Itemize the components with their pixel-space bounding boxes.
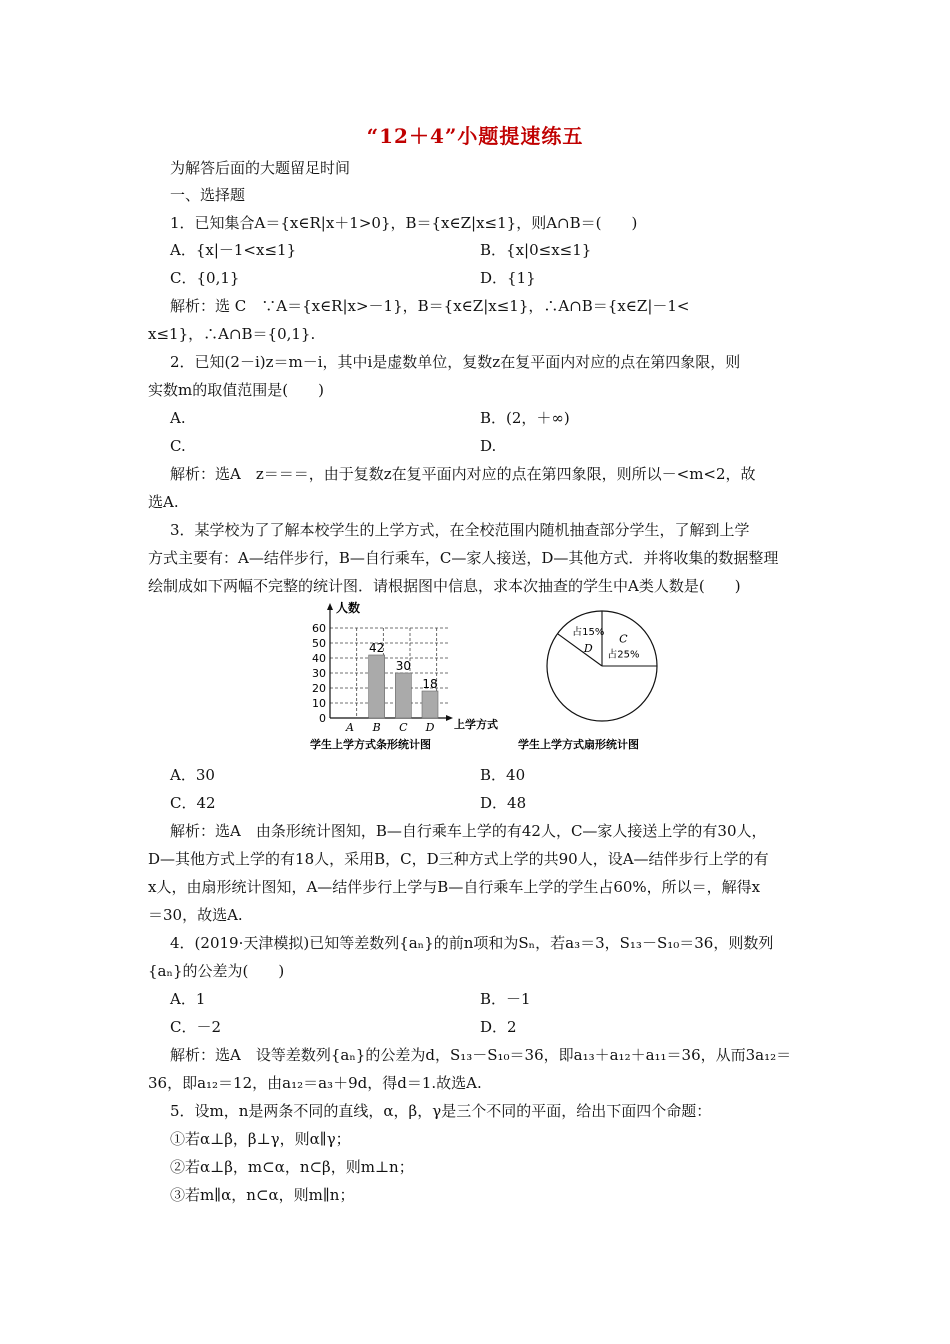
- q4-solution-line1: 解析：选A 设等差数列{aₙ}的公差为d，S₁₃－S₁₀＝36，即a₁₃＋a₁₂＋a₁₁＝36，从而3a₁₂＝: [170, 1046, 792, 1064]
- q4-stem-line1: 4．(2019·天津模拟)已知等差数列{aₙ}的前n项和为Sₙ，若a₃＝3，S₁₃－S₁₀＝36，则数列: [170, 934, 774, 952]
- q3-solution-line1: 解析：选A 由条形统计图知，B—自行乘车上学的有42人，C—家人接送上学的有30人，: [170, 822, 767, 840]
- bar-data-label: 30: [395, 659, 411, 673]
- bar-data-label: 42: [369, 641, 385, 655]
- category-label: A: [346, 721, 354, 734]
- pie-chart: [518, 611, 657, 751]
- y-tick-label: 60: [312, 622, 326, 635]
- q3-stem-line3: 绘制成如下两幅不完整的统计图．请根据图中信息，求本次抽查的学生中A类人数是( ): [148, 577, 741, 595]
- q2-solution-line2: 选A.: [148, 493, 179, 511]
- q1-option-c: C．{0,1}: [170, 269, 240, 287]
- category-label: D: [425, 721, 435, 734]
- page-title: “12＋4”小题提速练五: [366, 124, 584, 148]
- slice-d-label: D: [583, 642, 593, 656]
- pie-chart-title: 学生上学方式扇形统计图: [518, 738, 639, 751]
- q3-figure: [310, 600, 690, 755]
- q2-stem-line1: 2．已知(2－i)z＝m－i，其中i是虚数单位，复数z在复平面内对应的点在第四象限，则: [170, 353, 741, 371]
- q2-solution-line1: 解析：选A z＝＝＝，由于复数z在复平面内对应的点在第四象限，则所以－<m<2，故: [170, 465, 756, 483]
- q3-option-d: D．48: [480, 794, 527, 812]
- section-heading: 一、选择题: [170, 186, 246, 204]
- category-label: B: [372, 721, 381, 734]
- q1-option-b: B．{x|0≤x≤1}: [480, 241, 592, 259]
- y-tick-labels: [312, 622, 326, 725]
- y-axis-arrow: [327, 603, 333, 610]
- q5-proposition-3: ③若m∥α，n⊂α，则m∥n；: [170, 1186, 355, 1204]
- y-tick-label: 20: [312, 682, 326, 695]
- slice-c-label: C: [619, 632, 628, 646]
- q3-solution-line2: D—其他方式上学的有18人，采用B，C，D三种方式上学的共90人，设A—结伴步行上学的有: [148, 850, 769, 868]
- bar-D: [422, 691, 438, 718]
- y-tick-label: 30: [312, 667, 326, 680]
- q3-solution-line4: ＝30，故选A.: [148, 906, 243, 924]
- q5-stem: 5．设m，n是两条不同的直线，α，β，γ是三个不同的平面，给出下面四个命题：: [170, 1102, 712, 1120]
- q1-option-a: A．{x|－1<x≤1}: [170, 241, 297, 259]
- bar-chart-title: 学生上学方式条形统计图: [310, 738, 431, 751]
- q1-solution-line1: 解析：选 C ∵A＝{x∈R|x>－1}，B＝{x∈Z|x≤1}，∴A∩B＝{x∈Z|－1<: [170, 297, 690, 315]
- bar-chart: [310, 600, 498, 751]
- y-tick-label: 10: [312, 697, 326, 710]
- q1-stem: 1．已知集合A＝{x∈R|x＋1>0}，B＝{x∈Z|x≤1}，则A∩B＝( ): [170, 214, 638, 232]
- subtitle: 为解答后面的大题留足时间: [170, 159, 351, 177]
- q3-option-b: B．40: [480, 766, 526, 784]
- slice-c-percent: 占25%: [607, 649, 640, 661]
- q4-option-a: A．1: [170, 990, 206, 1008]
- q2-option-a: A.: [170, 409, 186, 427]
- q4-stem-line2: {aₙ}的公差为( ): [148, 962, 285, 980]
- y-tick-label: 40: [312, 652, 326, 665]
- q3-solution-line3: x人，由扇形统计图知，A—结伴步行上学与B—自行乘车上学的学生占60%，所以＝，解得x: [148, 878, 761, 896]
- statistics-charts: [310, 600, 690, 755]
- q2-option-d: D.: [480, 437, 497, 455]
- q5-proposition-1: ①若α⊥β，β⊥γ，则α∥γ；: [170, 1130, 351, 1148]
- y-tick-label: 50: [312, 637, 326, 650]
- bar-C: [395, 673, 411, 718]
- category-label: C: [399, 721, 408, 734]
- category-labels: [345, 721, 435, 734]
- x-axis-arrow: [446, 715, 453, 721]
- y-tick-label: 0: [319, 712, 326, 725]
- q4-option-c: C．－2: [170, 1018, 222, 1036]
- q3-option-c: C．42: [170, 794, 216, 812]
- bar-B: [369, 655, 385, 718]
- q2-option-c: C.: [170, 437, 186, 455]
- y-axis-label: 人数: [336, 601, 361, 615]
- x-axis-label: 上学方式: [454, 718, 498, 731]
- q1-option-d: D．{1}: [480, 269, 536, 287]
- q4-option-b: B．－1: [480, 990, 531, 1008]
- q1-solution-line2: x≤1}，∴A∩B＝{0,1}.: [148, 325, 316, 343]
- pie-divider: [558, 634, 602, 666]
- q3-option-a: A．30: [170, 766, 215, 784]
- slice-d-percent: 占15%: [572, 627, 605, 639]
- q4-option-d: D．2: [480, 1018, 517, 1036]
- bars: [369, 641, 438, 718]
- q3-stem-line2: 方式主要有：A—结伴步行，B—自行乘车，C—家人接送，D—其他方式．并将收集的数据整理: [148, 549, 779, 567]
- q3-stem-line1: 3．某学校为了了解本校学生的上学方式，在全校范围内随机抽查部分学生，了解到上学: [170, 521, 750, 539]
- q5-proposition-2: ②若α⊥β，m⊂α，n⊂β，则m⊥n；: [170, 1158, 414, 1176]
- q2-option-b: B．(2，＋∞): [480, 409, 570, 427]
- bar-data-label: 18: [422, 677, 438, 691]
- q4-solution-line2: 36，即a₁₂＝12，由a₁₂＝a₃＋9d，得d＝1.故选A.: [148, 1074, 482, 1092]
- q2-stem-line2: 实数m的取值范围是( ): [148, 381, 324, 399]
